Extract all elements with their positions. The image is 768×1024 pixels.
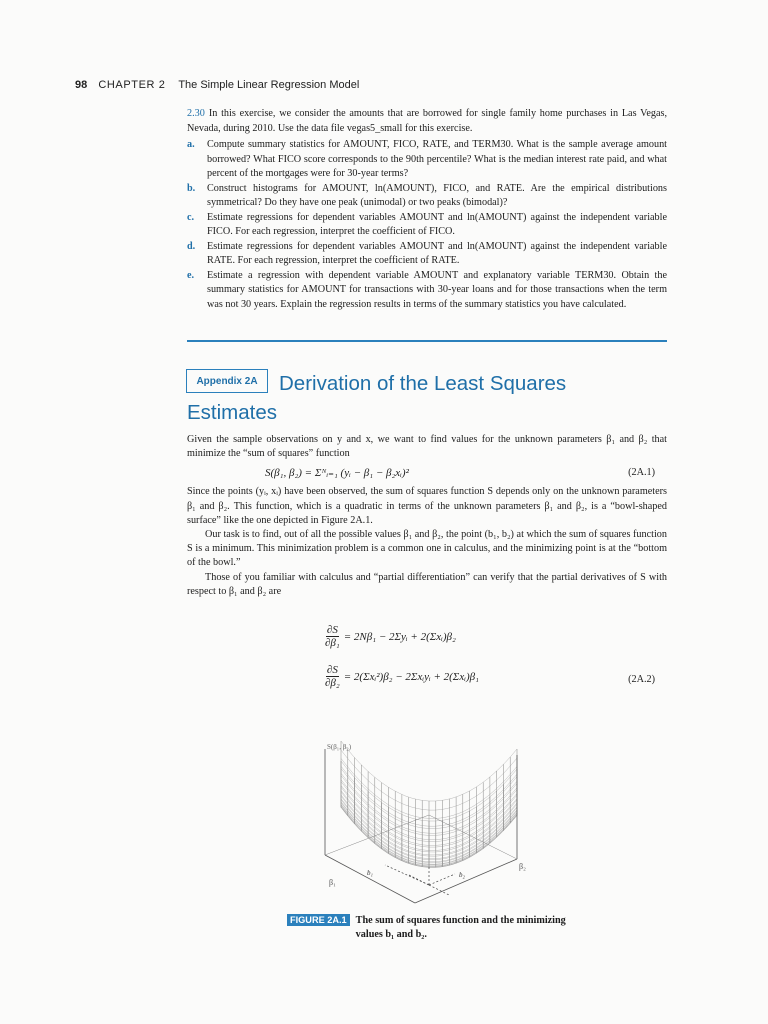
part-text: Construct histograms for AMOUNT, ln(AMOUNT), FICO, and RATE. Are the empirical distributions symmetrical? Do they have one peak (unimodal) or two peaks (bimodal)? <box>207 182 667 208</box>
part-text: Estimate regressions for dependent variables AMOUNT and ln(AMOUNT) against the independent variable RATE. For each regression, interpret the coefficient of RATE. <box>207 240 667 266</box>
page-number: 98 <box>75 79 88 91</box>
equation-2a1-expression: S(β₁, β₂) = Σᴺᵢ₌₁ (yᵢ − β₁ − β₂xᵢ)² <box>265 467 409 480</box>
chapter-label: CHAPTER 2 <box>98 79 166 91</box>
bowl-surface-mesh <box>341 741 517 868</box>
part-text: Estimate a regression with dependent variable AMOUNT and explanatory variable TERM30. Obtain the summary statistics for AMOUNT for transactions with 30-year loans and for those transactions when the term was not 30 years. Explain the regression results in terms of the summary statistics you have calculated. <box>207 269 667 310</box>
exercise-intro-text: In this exercise, we consider the amounts that are borrowed for single family home purchases in Las Vegas, Nevada, during 2010. Use the data file vegas5_small for this exercise. <box>187 108 667 134</box>
running-head <box>75 79 359 91</box>
exercise-number: 2.30 <box>187 108 205 119</box>
derivative-beta1 <box>325 624 456 650</box>
label-b2: b₂ <box>459 871 465 879</box>
exercise-part <box>187 211 667 240</box>
label-b1: b₁ <box>367 869 373 877</box>
paragraph-points: Since the points (yᵢ, xᵢ) have been observed, the sum of squares function S depends only on the unknown parameters β₁ and β₂. This function, which is a quadratic in terms of the unknown parameters β₁ and β₂, is a “bowl-shaped surface” like the one depicted in Figure 2A.1. <box>187 486 667 526</box>
equation-2a2 <box>187 624 667 694</box>
derivative-beta2-numerator: ∂S <box>326 664 338 676</box>
b2-projection-line <box>429 874 455 885</box>
part-text: Compute summary statistics for AMOUNT, FICO, RATE, and TERM30. What is the sample average amount borrowed? What FICO score corresponds to the 90th percentile? What is the median interest rate paid, and what percent of the mortgages were for 30-year terms? <box>207 139 667 179</box>
part-label: d. <box>187 240 196 252</box>
appendix-body <box>187 433 667 599</box>
equation-2a2-number: (2A.2) <box>628 674 655 685</box>
paragraph-intro: Given the sample observations on y and x, we want to find values for the unknown parameters β₁ and β₂ that minimize the “sum of squares” function <box>187 434 667 460</box>
paragraph-derivatives: Those of you familiar with calculus and “partial differentiation” can verify that the partial derivatives of S with respect to β₁ and β₂ are <box>187 571 667 597</box>
derivative-beta1-numerator: ∂S <box>326 624 338 636</box>
derivative-beta2 <box>325 664 479 690</box>
min-cross-line <box>409 875 429 885</box>
part-text: Estimate regressions for dependent variables AMOUNT and ln(AMOUNT) against the independent variable FICO. For each regression, interpret the coefficient of FICO. <box>207 211 667 237</box>
mesh-line <box>341 741 517 801</box>
chapter-title: The Simple Linear Regression Model <box>178 79 360 91</box>
axis-label-s: S(β₁, β₂) <box>327 743 352 751</box>
figure-badge: FIGURE 2A.1 <box>287 914 350 926</box>
part-label: a. <box>187 139 195 150</box>
appendix-title-line2: Estimates <box>187 401 277 424</box>
b1-projection-line <box>385 865 429 885</box>
exercise-parts <box>187 138 667 312</box>
derivative-beta2-fraction <box>325 664 340 690</box>
beta1-axis-line <box>325 855 415 903</box>
equation-2a1 <box>187 461 667 485</box>
figure-caption <box>287 914 587 942</box>
appendix-title-line1: Derivation of the Least Squares <box>279 372 567 395</box>
exercise-part <box>187 182 667 211</box>
part-label: e. <box>187 269 195 281</box>
back-floor-edge <box>325 815 429 855</box>
section-divider <box>187 340 667 342</box>
paragraph-task: Our task is to find, out of all the possible values β₁ and β₂, the point (b₁, b₂) at which the sum of squares function S is a minimum. This minimization problem is a common one in calculus, and the minimizing point is at the “bottom of the bowl.” <box>187 529 667 569</box>
part-label: c. <box>187 211 195 223</box>
exercise-2-30 <box>187 107 667 312</box>
exercise-part <box>187 269 667 313</box>
axis-label-beta1: β₁ <box>329 878 336 887</box>
figure-caption-text: The sum of squares function and the minimizing values b₁ and b₂. <box>355 915 566 940</box>
equation-2a1-number: (2A.1) <box>628 467 655 479</box>
exercise-part <box>187 240 667 269</box>
derivative-beta1-fraction <box>325 624 340 650</box>
derivative-beta1-denominator: ∂β₁ <box>325 637 340 649</box>
derivative-beta2-denominator: ∂β₂ <box>325 677 340 689</box>
exercise-part <box>187 138 667 182</box>
axis-label-beta2: β₂ <box>519 862 526 871</box>
derivative-beta1-rhs: = 2Nβ₁ − 2Σyᵢ + 2(Σxᵢ)β₂ <box>343 631 456 643</box>
appendix-badge: Appendix 2A <box>186 369 268 393</box>
exercise-intro <box>187 107 667 136</box>
sum-of-squares-surface-figure <box>305 735 545 907</box>
beta2-axis-line <box>415 859 517 903</box>
derivative-beta2-rhs: = 2(Σxᵢ²)β₂ − 2Σxᵢyᵢ + 2(Σxᵢ)β₁ <box>343 671 479 683</box>
part-label: b. <box>187 182 196 194</box>
